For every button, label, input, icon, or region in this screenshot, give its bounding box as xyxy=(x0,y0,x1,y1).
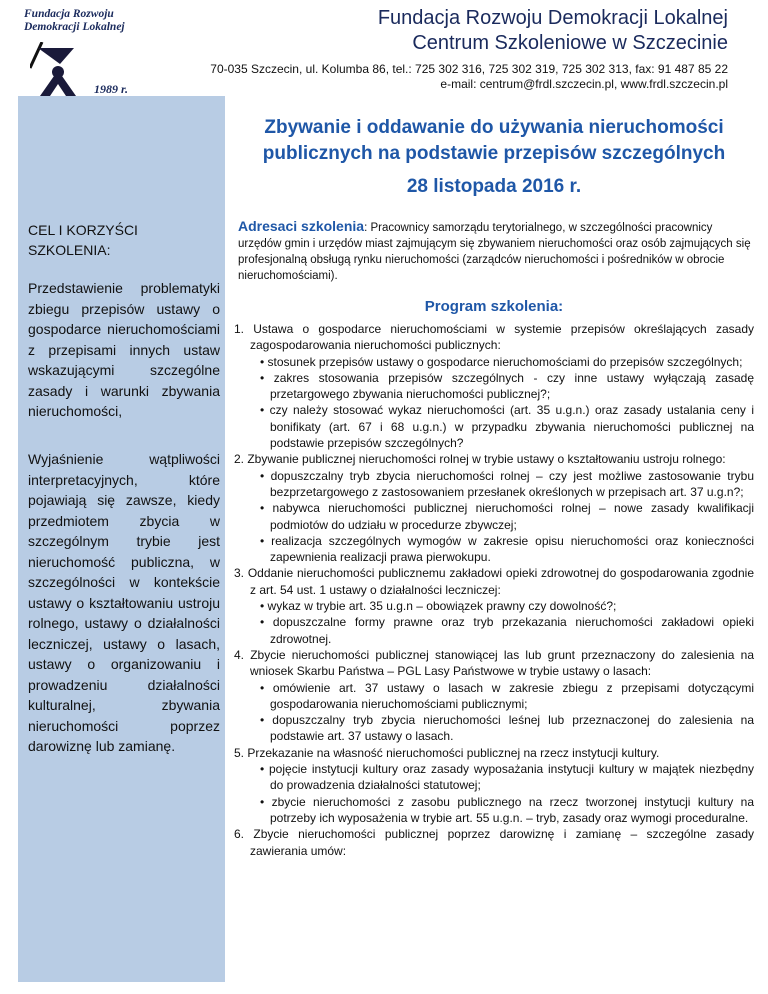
contact-line: e-mail: centrum@frdl.szczecin.pl, www.frdl.szczecin.pl xyxy=(440,77,728,91)
org-header xyxy=(378,6,728,56)
program-subitem: • stosunek przepisów ustawy o gospodarce nieruchomościami do przepisów szczególnych; xyxy=(260,354,743,369)
program-item: 6. Zbycie nieruchomości publicznej poprzez darowiznę i zamianę – szczególne zasady zawierania umów: xyxy=(234,827,754,858)
goal-paragraph-1: Przedstawienie problematyki zbiegu przepisów ustawy o gospodarce nieruchomościami z przepisami innych ustaw wskazującymi szczególne zasady i warunki zbywania nieruchomości, xyxy=(28,280,220,419)
program-item: 1. Ustawa o gospodarce nieruchomościami w systemie przepisów określających zasady zagospodarowania nieruchomości publicznych: xyxy=(234,322,754,353)
program-subitem: • dopuszczalne formy prawne oraz tryb przekazania nieruchomości zakładowi opieki zdrowotnej. xyxy=(260,615,754,646)
training-title: Zbywanie i oddawanie do używania nieruchomości publicznych na podstawie przepisów szczególnych xyxy=(262,117,726,164)
audience-label: Adresaci szkolenia xyxy=(238,218,365,234)
goals-heading: CEL I KORZYŚCI SZKOLENIA: xyxy=(28,222,138,258)
program-subitem: • omówienie art. 37 ustawy o lasach w zakresie zbiegu z przepisami dotyczącymi gospodarowania nieruchomościami publicznymi; xyxy=(260,680,754,711)
logo-name: Fundacja Rozwoju Demokracji Lokalnej xyxy=(24,8,125,33)
program-subitem: • dopuszczalny tryb zbycia nieruchomości rolnej – czy jest możliwe zastosowanie trybu bezprzetargowego z zastosowaniem przesłanek określonych w przepisach art. 37 u.g.n?; xyxy=(260,468,754,499)
program-item: 3. Oddanie nieruchomości publicznemu zakładowi opieki zdrowotnej do gospodarowania zgodnie z art. 54 ust. 1 ustawy o działalności leczniczej: xyxy=(234,566,754,597)
program-list xyxy=(234,321,754,859)
program-subitem: • czy należy stosować wykaz nieruchomości (art. 35 u.g.n.) oraz zasady ustalania ceny i bonifikaty (art. 67 i 68 u.g.n.) w przypadku zbywania nieruchomości publicznej na podstawie przepisów szczególnych? xyxy=(260,403,754,451)
audience-section xyxy=(238,218,752,284)
audience-text: : Pracownicy samorządu terytorialnego, w szczególności pracownicy urzędów gmin i urzędów miast zajmującym się zbywaniem nieruchomości oraz osób zajmujących się profesjonalną obsługą rynku nieruchomości (zarządców nieruchomości i pośredników w obrocie nieruchomościami). xyxy=(238,222,751,282)
program-title: Program szkolenia: xyxy=(424,298,564,315)
program-item: 2. Zbywanie publicznej nieruchomości rolnej w trybie ustawy o kształtowaniu ustroju rolnego: xyxy=(234,452,726,467)
program-item: 5. Przekazanie na własność nieruchomości publicznej na rzecz instytucji kultury. xyxy=(234,745,660,760)
logo-year: 1989 r. xyxy=(94,82,129,96)
org-contact xyxy=(210,62,728,92)
training-date: 28 listopada 2016 r. xyxy=(406,176,582,197)
center-name: Centrum Szkoleniowe w Szczecinie xyxy=(412,32,728,54)
program-item: 4. Zbycie nieruchomości publicznej stanowiącej las lub grunt przeznaczony do zalesienia na wniosek Skarbu Państwa – PGL Lasy Państwowe w trybie ustawy o lasach: xyxy=(234,647,754,679)
program-subitem: • wykaz w trybie art. 35 u.g.n – obowiązek prawny czy dowolność?; xyxy=(260,599,617,614)
figure-logo-icon xyxy=(30,42,90,96)
foundation-logo xyxy=(24,8,164,100)
program-subitem: • realizacja szczególnych wymogów w zakresie opisu nieruchomości oraz konieczności zapewnienia realizacji prawa pierwokupu. xyxy=(260,533,754,565)
program-subitem: • nabywca nieruchomości publicznej nieruchomości rolnej – nowe zasady kwalifikacji podmiotów do udziału w procedurze zbywczej; xyxy=(260,501,754,532)
program-subitem: • zbycie nieruchomości z zasobu publicznego na rzecz tworzonej instytucji kultury na potrzeby ich wyposażenia w trybie art. 55 u.g.n. – tryb, zasady oraz wymogi proceduralne. xyxy=(260,794,754,825)
address-line: 70-035 Szczecin, ul. Kolumba 86, tel.: 725 302 316, 725 302 319, 725 302 313, fax: 91 487 85 22 xyxy=(210,62,728,76)
program-subitem: • zakres stosowania przepisów szczególnych - czy inne ustawy wyłączają zasadę przetargowego zbywania nieruchomości publicznej?; xyxy=(260,370,754,402)
program-subitem: • pojęcie instytucji kultury oraz zasady wyposażania instytucji kultury w majątek niezbędny do prowadzenia działalności statutowej; xyxy=(260,762,754,793)
org-name: Fundacja Rozwoju Demokracji Lokalnej xyxy=(377,7,728,29)
goal-paragraph-2: Wyjaśnienie wątpliwości interpretacyjnych, które pojawiają się zawsze, kiedy przedmiotem zbycia w szczególnym trybie jest nieruchomość publiczna, w szczególności w kontekście ustawy o kształtowaniu ustroju rolnego, ustawy o działalności leczniczej, ustawy o lasach, ustawy o organizowaniu i prowadzeniu działalności kulturalnej, zbywania nieruchomości poprzez darowiznę lub zamianę. xyxy=(28,451,220,754)
program-subitem: • dopuszczalny tryb zbycia nieruchomości leśnej lub przeznaczonej do zalesienia na podstawie art. 37 ustawy o lasach. xyxy=(260,713,754,744)
